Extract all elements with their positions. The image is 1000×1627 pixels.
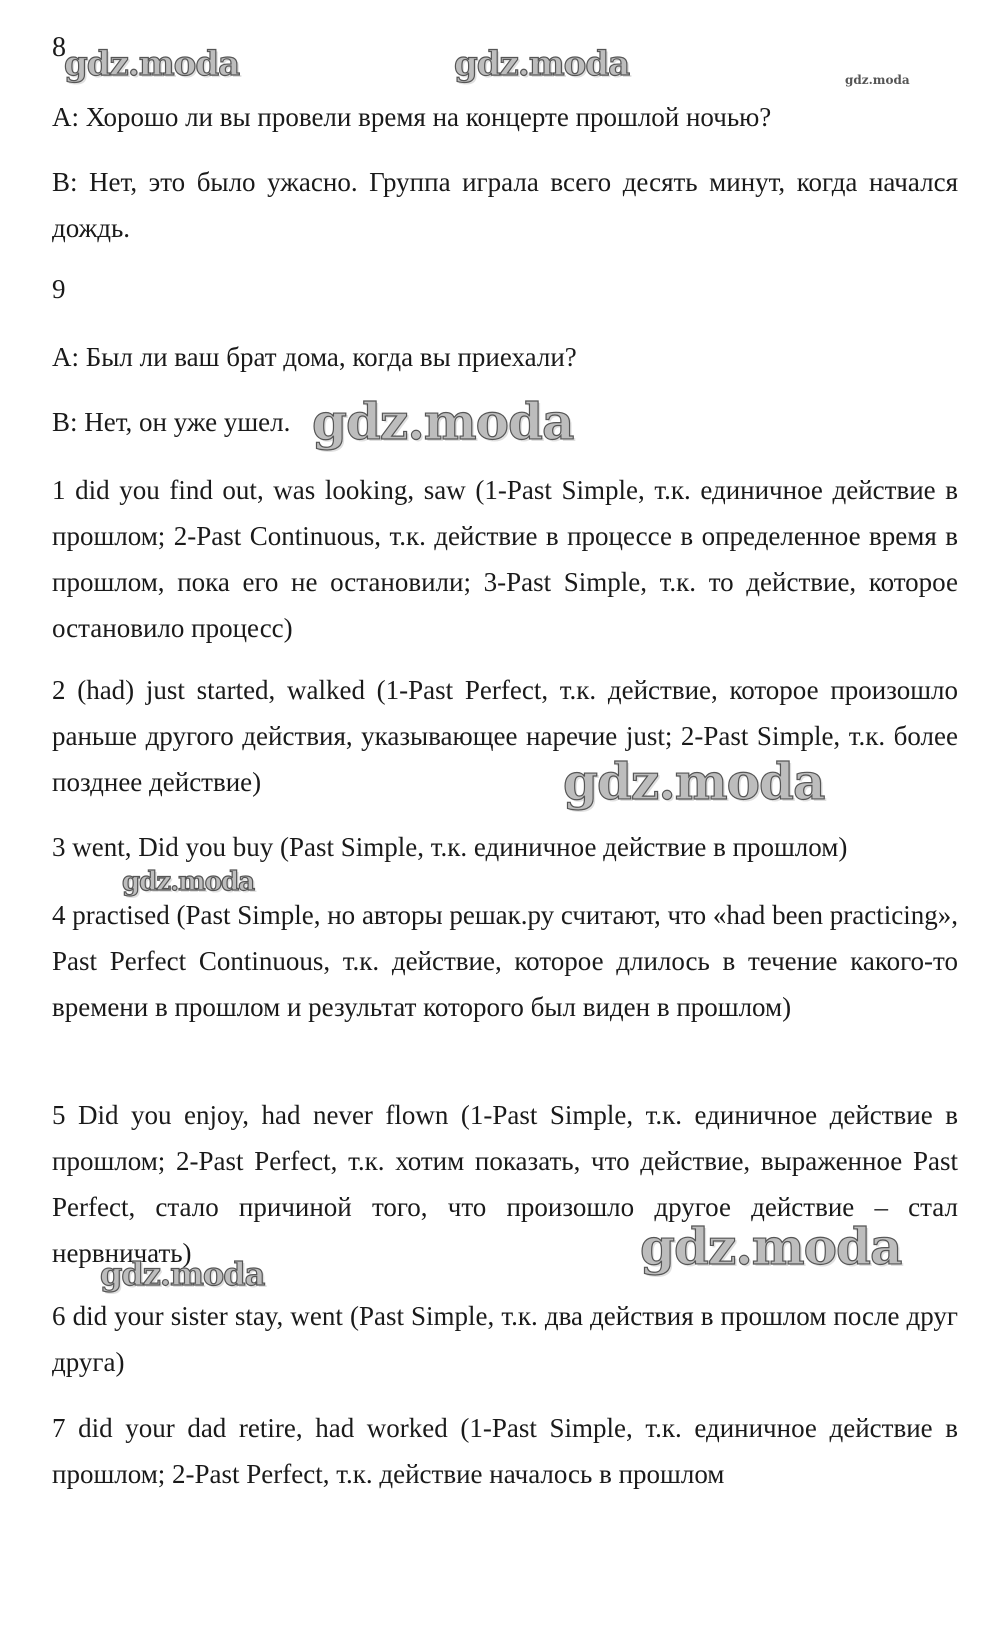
answer-1: 1 did you find out, was looking, saw (1-Past Simple, т.к. единичное действие в прошлом; 2-Past Continuous, т.к. действие в процессе в определенное время в прошлом, пока его не остановили; 3-Past Simple, т.к. то действие, которое остановило процесс)	[52, 475, 958, 643]
watermark-logo: gdz.moda	[563, 752, 825, 811]
dialog-8-line-b: В: Нет, это было ужасно. Группа играла всего десять минут, когда начался дождь.	[52, 167, 958, 243]
answer-4: 4 practised (Past Simple, но авторы решак.ру считают, что «had been practicing», Past Perfect Continuous, т.к. действие, которое длилось в течение какого-то времени в прошлом и результат которого был виден в прошлом)	[52, 900, 958, 1022]
dialog-9-line-b: В: Нет, он уже ушел.	[52, 407, 291, 437]
section-number-8: 8	[52, 32, 66, 63]
answer-3: 3 went, Did you buy (Past Simple, т.к. единичное действие в прошлом)	[52, 832, 848, 862]
dialog-8-line-a: А: Хорошо ли вы провели время на концерте прошлой ночью?	[52, 102, 772, 132]
watermark-logo: gdz.moda	[122, 867, 255, 897]
answer-2: 2 (had) just started, walked (1-Past Perfect, т.к. действие, которое произошло раньше другого действия, указывающее наречие just; 2-Past Simple, т.к. более позднее действие)	[52, 675, 958, 797]
section-number-9: 9	[52, 274, 66, 304]
watermark-logo: gdz.moda	[64, 44, 240, 84]
watermark-logo: gdz.moda	[312, 392, 574, 451]
watermark-logo: gdz.moda	[640, 1217, 902, 1276]
answer-5: 5 Did you enjoy, had never flown (1-Past Simple, т.к. единичное действие в прошлом; 2-Past Perfect, т.к. хотим показать, что действие, выраженное Past Perfect, стало причиной того, что произошло другое действие – стал нервничать)	[52, 1100, 958, 1268]
watermark-logo-small: gdz.moda	[845, 73, 910, 87]
dialog-9-line-a: А: Был ли ваш брат дома, когда вы приехали?	[52, 342, 577, 372]
answer-7: 7 did your dad retire, had worked (1-Past Simple, т.к. единичное действие в прошлом; 2-Past Perfect, т.к. действие началось в прошлом	[52, 1413, 958, 1489]
watermark-logo: gdz.moda	[454, 44, 630, 84]
watermark-logo: gdz.moda	[100, 1255, 265, 1293]
answer-6: 6 did your sister stay, went (Past Simple, т.к. два действия в прошлом после друг друга)	[52, 1301, 958, 1377]
